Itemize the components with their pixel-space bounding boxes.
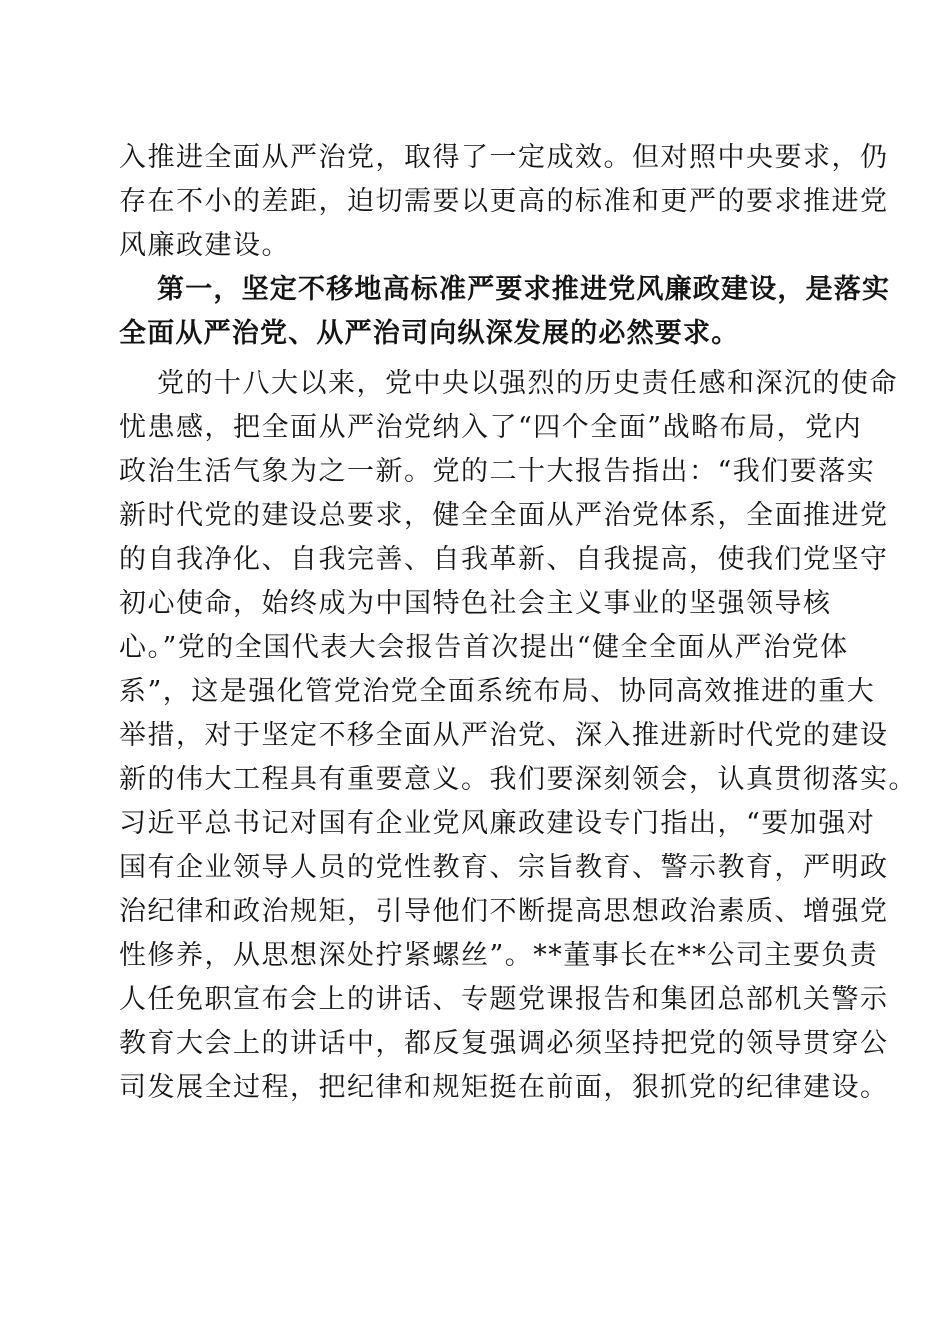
body-text-line: 政治生活气象为之一新。党的二十大报告指出：“我们要落实: [119, 456, 876, 487]
body-text-line: 国有企业领导人员的党性教育、宗旨教育、警示教育，严明政: [119, 852, 889, 883]
body-text-line: 入推进全面从严治党，取得了一定成效。但对照中央要求，仍: [119, 142, 889, 173]
body-text-line: 习近平总书记对国有企业党风廉政建设专门指出，“要加强对: [119, 808, 876, 839]
body-text-line: 举措，对于坚定不移全面从严治党、深入推进新时代党的建设: [119, 720, 889, 751]
body-text-line: 治纪律和政治规矩，引导他们不断提高思想政治素质、增强党: [119, 896, 889, 927]
body-text-line: 初心使命，始终成为中国特色社会主义事业的坚强领导核: [119, 588, 832, 619]
body-text-line: 人任免职宣布会上的讲话、专题党课报告和集团总部机关警示: [119, 984, 889, 1015]
section-heading-line: 第一，坚定不移地高标准严要求推进党风廉政建设，是落实: [157, 274, 891, 305]
body-text-line: 系”，这是强化管党治党全面系统布局、协同高效推进的重大: [119, 676, 876, 707]
body-text-line: 新时代党的建设总要求，健全全面从严治党体系，全面推进党: [119, 500, 889, 531]
body-text-line: 风廉政建设。: [119, 230, 290, 261]
body-text-line: 存在不小的差距，迫切需要以更高的标准和更严的要求推进党: [119, 186, 889, 217]
body-text-line: 心。”党的全国代表大会报告首次提出“健全全面从严治党体: [119, 632, 849, 663]
body-text-line: 党的十八大以来，党中央以强烈的历史责任感和深沉的使命: [157, 368, 898, 399]
body-text-line: 新的伟大工程具有重要意义。我们要深刻领会，认真贯彻落实。: [119, 764, 917, 795]
body-text-line: 性修养，从思想深处拧紧螺丝”。**董事长在**公司主要负责: [119, 940, 879, 971]
body-text-line: 教育大会上的讲话中，都反复强调必须坚持把党的领导贯穿公: [119, 1028, 889, 1059]
body-text-line: 忧患感，把全面从严治党纳入了“四个全面”战略布局，党内: [119, 412, 863, 443]
body-text-line: 的自我净化、自我完善、自我革新、自我提高，使我们党坚守: [119, 544, 889, 575]
body-text-line: 司发展全过程，把纪律和规矩挺在前面，狠抓党的纪律建设。: [119, 1072, 889, 1103]
section-heading-line: 全面从严治党、从严治司向纵深发展的必然要求。: [119, 318, 740, 349]
